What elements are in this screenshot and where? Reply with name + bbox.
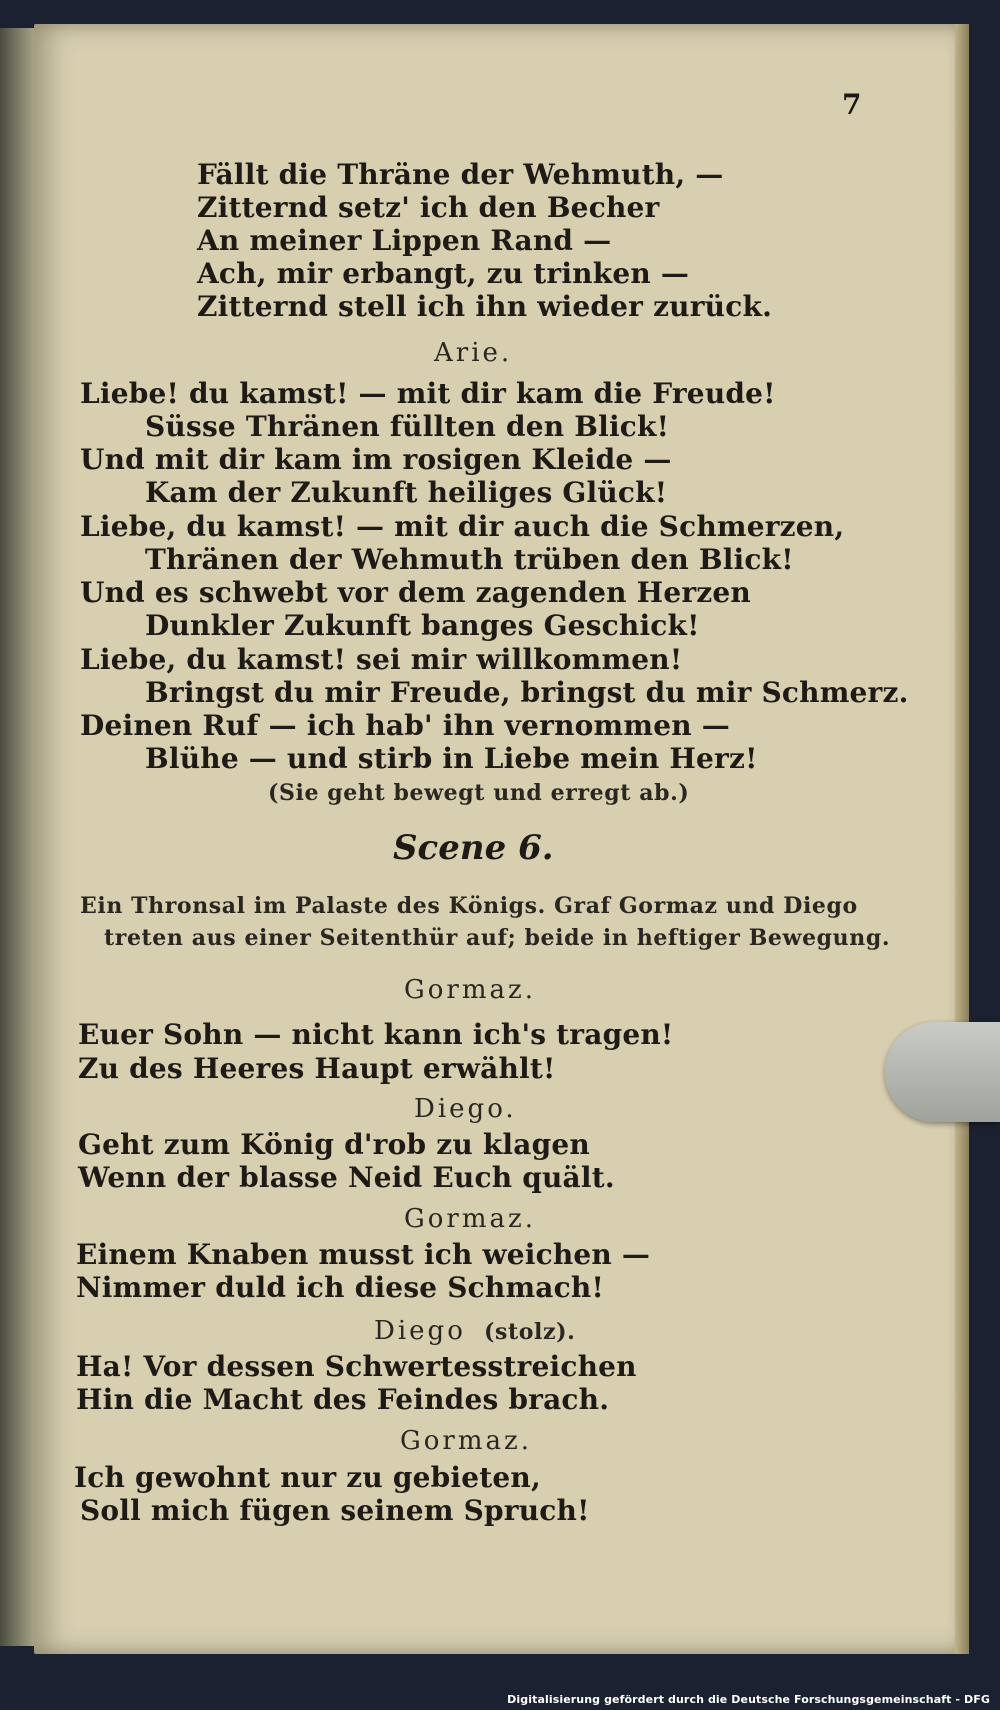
aria-line: Süsse Thränen füllten den Blick! bbox=[145, 410, 670, 443]
aria-line: Und mit dir kam im rosigen Kleide — bbox=[80, 443, 672, 476]
dialogue-line: Euer Sohn — nicht kann ich's tragen! bbox=[78, 1018, 674, 1051]
page-edge bbox=[955, 24, 969, 1654]
scene-description-line: treten aus einer Seitenthür auf; beide in heftiger Bewegung. bbox=[104, 925, 891, 951]
dialogue-line: Soll mich fügen seinem Spruch! bbox=[80, 1494, 590, 1527]
aria-line: Kam der Zukunft heiliges Glück! bbox=[145, 476, 668, 509]
speaker-name: Gormaz. bbox=[400, 1426, 532, 1456]
dialogue-line: Ich gewohnt nur zu gebieten, bbox=[74, 1461, 541, 1494]
scene-title: Scene 6. bbox=[393, 828, 554, 868]
aria-line: Liebe! du kamst! — mit dir kam die Freude! bbox=[80, 377, 776, 410]
aria-line: Und es schwebt vor dem zagenden Herzen bbox=[80, 576, 751, 609]
speaker-note: (stolz). bbox=[484, 1319, 576, 1345]
dialogue-line: Wenn der blasse Neid Euch quält. bbox=[78, 1161, 615, 1194]
footer-credit: Digitalisierung gefördert durch die Deutsche Forschungsgemeinschaft - DFG bbox=[507, 1693, 990, 1706]
speaker-name: Diego bbox=[374, 1316, 466, 1346]
verse-line: An meiner Lippen Rand — bbox=[197, 224, 612, 257]
aria-line: Liebe, du kamst! — mit dir auch die Schmerzen, bbox=[80, 510, 845, 543]
page-clip-tab bbox=[885, 1022, 1000, 1122]
scene-description-line: Ein Thronsal im Palaste des Königs. Graf Gormaz und Diego bbox=[80, 893, 858, 919]
verse-line: Fällt die Thräne der Wehmuth, — bbox=[197, 158, 724, 191]
speaker-name: Diego. bbox=[414, 1094, 517, 1124]
page-number: 7 bbox=[842, 88, 862, 121]
dialogue-line: Nimmer duld ich diese Schmach! bbox=[76, 1271, 604, 1304]
verse-line: Ach, mir erbangt, zu trinken — bbox=[197, 257, 690, 290]
speaker-name: Gormaz. bbox=[404, 1204, 536, 1234]
dialogue-line: Geht zum König d'rob zu klagen bbox=[78, 1128, 590, 1161]
aria-line: Thränen der Wehmuth trüben den Blick! bbox=[145, 543, 794, 576]
aria-line: Deinen Ruf — ich hab' ihn vernommen — bbox=[80, 709, 730, 742]
dialogue-line: Ha! Vor dessen Schwertesstreichen bbox=[76, 1350, 637, 1383]
aria-line: Bringst du mir Freude, bringst du mir Schmerz. bbox=[145, 676, 909, 709]
speaker-name: Gormaz. bbox=[404, 975, 536, 1005]
aria-line: Blühe — und stirb in Liebe mein Herz! bbox=[145, 742, 758, 775]
dialogue-line: Einem Knaben musst ich weichen — bbox=[76, 1238, 651, 1271]
aria-line: Dunkler Zukunft banges Geschick! bbox=[145, 609, 700, 642]
verse-line: Zitternd stell ich ihn wieder zurück. bbox=[197, 290, 773, 323]
aria-line: Liebe, du kamst! sei mir willkommen! bbox=[80, 643, 683, 676]
aria-heading: Arie. bbox=[434, 338, 513, 368]
verse-line: Zitternd setz' ich den Becher bbox=[197, 191, 660, 224]
stage-direction: (Sie geht bewegt und erregt ab.) bbox=[268, 780, 690, 806]
dialogue-line: Zu des Heeres Haupt erwählt! bbox=[78, 1052, 556, 1085]
dialogue-line: Hin die Macht des Feindes brach. bbox=[76, 1383, 610, 1416]
